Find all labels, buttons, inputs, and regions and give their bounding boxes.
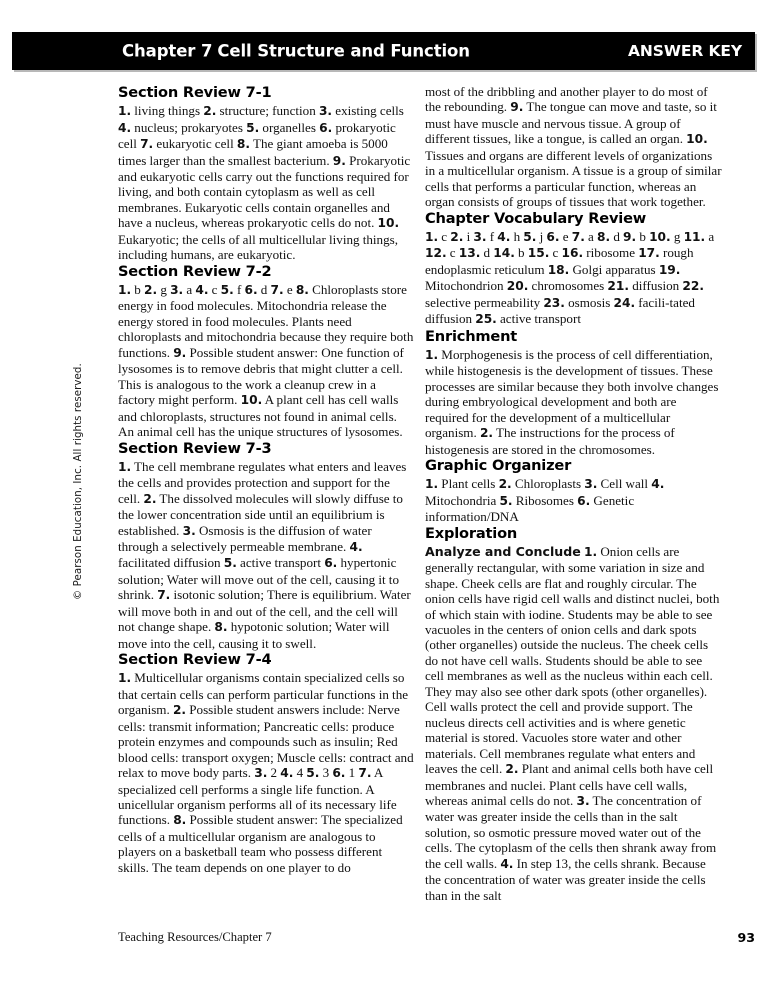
section-body-chapter-vocabulary-review: 1. c 2. i 3. f 4. h 5. j 6. e 7. a 8. d 9. b 10. g 11. a 12. c 13. d 14. b 15. c 16. ribosome 17. rough endoplasmic reticulum 18. Golgi apparatus 19. Mitochondrion 20. chromosomes 21. diffusion 22. selective permeability 23. osmosis 24. facili-tated diffusion 25. active transport: [425, 228, 715, 327]
answer-number: 1.: [425, 229, 439, 244]
answer-number: 5.: [220, 282, 234, 297]
header-chapter-number: Chapter 7: [122, 41, 213, 61]
answer-number: 10.: [240, 393, 263, 408]
answer-number: 6.: [319, 120, 333, 135]
answer-number: 4.: [118, 120, 132, 135]
answer-number: 1.: [425, 347, 439, 362]
answer-number: 17.: [638, 246, 660, 261]
answer-number: 3.: [584, 477, 598, 492]
section-heading-7-4: Section Review 7-4: [118, 651, 272, 669]
answer-number: 3.: [170, 282, 184, 297]
section-heading-enrichment: Enrichment: [425, 327, 518, 345]
answer-number: 6.: [244, 282, 258, 297]
answer-number: 20.: [506, 279, 529, 294]
answer-number: 21.: [607, 279, 630, 294]
answer-number: 3.: [182, 523, 196, 538]
answer-number: 9.: [173, 345, 187, 360]
answer-number: 18.: [547, 262, 570, 277]
answer-number: 3.: [254, 766, 268, 781]
answer-number: 1.: [118, 459, 132, 474]
answer-number: 10.: [649, 229, 671, 244]
answer-number: 5.: [499, 493, 513, 508]
answer-number: 1.: [118, 671, 132, 686]
answer-number: 3.: [318, 104, 333, 119]
answer-number: 4.: [349, 539, 363, 554]
section-heading-7-1: Section Review 7-1: [118, 84, 272, 101]
answer-number: 5.: [246, 120, 260, 135]
answer-number: 4.: [500, 856, 514, 871]
section-body-7-4: 1. Multicellular organisms contain specialized cells so that certain cells can perform particular functions in the organism. 2. Possible student answers include: Nerve cells: transmit information; Pancreatic cells: produce protein enzymes and compounds such as insulin; Red blood cells: transport oxygen; Muscle cells: contract and relax to move body parts. 3. 2 4. 4 5. 3 6. 1 7. A specialized cell performs a single life function. A unicellular organism performs all of its necessary life functions. 8. Possible student answer: The specialized cells of a multicellular organism are analogous to players on a basketball team who possess different skills. The team depends on one player to do: [118, 670, 414, 875]
answer-number: 8.: [173, 813, 187, 828]
answer-number: 2.: [450, 229, 464, 244]
answer-number: 24.: [613, 295, 636, 310]
copyright-notice: © Pearson Education, Inc. All rights reserved.: [73, 363, 84, 600]
answer-number: 4.: [651, 477, 665, 492]
answer-number: 2.: [498, 477, 512, 492]
header-chapter-title: Cell Structure and Function: [217, 41, 470, 61]
answer-number: 7.: [157, 588, 171, 603]
answer-number: 12.: [425, 246, 447, 261]
answer-number: 7.: [140, 137, 154, 152]
answer-number: 5.: [306, 766, 320, 781]
answer-number: 7.: [270, 282, 284, 297]
section-body-continued: most of the dribbling and another player to do most of the rebounding. 9. The tongue can move and taste, so it must have muscle and nervous tissue. A group of different tissues, like a tongue, is called an organ. 10. Tissues and organs are different levels of organizations in a multicellular organism. A tissue is a group of similar cells that performs a particular function, whereas an organ consists of groups of tissues that work together.: [425, 84, 722, 210]
section-body-7-2: 1. b 2. g 3. a 4. c 5. f 6. d 7. e 8. Chloroplasts store energy in food molecules. Mitochondria release the energy stored in food molecules. Plants need chloroplasts and mitochondria because they require both functions. 9. Possible student answer: One function of lysosomes is to remove debris that might clutter a cell. This is analogous to the work a cleanup crew in a factory might perform. 10. A plant cell has cell walls and chloroplasts, structures not found in animal cells. An animal cell has the unique structures of lysosomes.: [118, 281, 414, 440]
answer-number: 2.: [479, 426, 494, 441]
right-column: [425, 84, 723, 903]
header-title: [122, 42, 470, 61]
answer-number: 2.: [143, 491, 157, 506]
answer-number: 4.: [497, 229, 511, 244]
answer-number: 25.: [475, 312, 497, 327]
page-footer: [118, 930, 755, 948]
answer-number: 6.: [332, 766, 346, 781]
section-heading-chapter-vocabulary-review: Chapter Vocabulary Review: [425, 209, 647, 227]
answer-number: 14.: [493, 246, 515, 261]
section-body-7-1: 1. living things 2. structure; function 3. existing cells 4. nucleus; prokaryotes 5. organelles 6. prokaryotic cell 7. eukaryotic cell 8. The giant amoeba is 5000 times larger than the smallest bacterium. 9. Prokaryotic and eukaryotic cells carry out the functions required for living, and both contain cytoplasm as well as cell membranes. Eukaryotic cells contain organelles and have a nucleus, whereas prokaryotic cells do not. 10. Eukaryotic; the cells of all multicellular living things, including humans, are eukaryotic.: [118, 103, 411, 263]
answer-number: 23.: [543, 295, 565, 310]
answer-number: 9.: [623, 229, 637, 244]
answer-number: 1.: [425, 477, 439, 492]
section-body-exploration: Analyze and Conclude 1. Onion cells are generally rectangular, with some variation in size and shape. Cheek cells are flat and roughly circular. The onion cells have rigid cell walls and distinct nuclei, both of which stain with iodine. Students may be able to see vacuoles in the centers of onion cells and dark spots (other organelles) outside the nucleus. The cheek cells do not have cell walls. Students should be able to see cell membranes as well as the nucleus within each cell. They may also see other dark spots (other organelles). Cell walls protect the cell and provide support. The nucleus directs cell activities and is where genetic material is stored. Vacuoles store water and other materials. Cell membranes regulate what enters and leaves the cell. 2. Plant and animal cells both have cell membranes and nuclei. Plant cells have cell walls, whereas animal cells do not. 3. The concentration of water was greater inside the cells than in the salt solution, so osmotic pressure moved water out of the cells. The cytoplasm of the cells then shrank away from the cell walls. 4. In step 13, the cells shrank. Because the concentration of water was greater inside the cells than in the salt: [425, 543, 720, 903]
answer-number: 1.: [118, 104, 132, 119]
answer-number: 2.: [505, 762, 519, 777]
answer-number: 4.: [195, 282, 209, 297]
section-body-graphic-organizer: 1. Plant cells 2. Chloroplasts 3. Cell wall 4. Mitochondria 5. Ribosomes 6. Genetic information/DNA: [425, 476, 665, 525]
answer-number: 10.: [686, 132, 708, 147]
footer-source-label: Teaching Resources/Chapter 7: [118, 930, 272, 944]
answer-number: 6.: [324, 556, 338, 571]
answer-lead-in: Analyze and Conclude: [425, 543, 581, 559]
answer-number: 1.: [118, 282, 132, 297]
section-body-7-3: 1. The cell membrane regulates what enters and leaves the cells and provides protection and support for the cell. 2. The dissolved molecules will slowly diffuse to the lower concentration side until an equilibrium is established. 3. Osmosis is the diffusion of water through a selectively permeable membrane. 4. facilitated diffusion 5. active transport 6. hypertonic solution; Water will move out of the cell, causing it to shrink. 7. isotonic solution; There is equilibrium. Water will move both in and out of the cell, and the cell will not change shape. 8. hypotonic solution; Water will move into the cell, causing it to swell.: [118, 458, 411, 651]
section-heading-7-2: Section Review 7-2: [118, 262, 272, 280]
answer-number: 5.: [223, 556, 237, 571]
answer-number: 5.: [523, 229, 537, 244]
answer-number: 2.: [203, 104, 217, 119]
answer-number: 8.: [214, 620, 228, 635]
answer-number: 6.: [546, 229, 560, 244]
footer-page-number: 93: [737, 930, 755, 945]
answer-number: 2.: [172, 703, 187, 718]
answer-number: 8.: [295, 282, 309, 297]
answer-number: 22.: [682, 279, 704, 294]
answer-number: 13.: [458, 246, 481, 261]
section-body-enrichment: 1. Morphogenesis is the process of cell differentiation, while histogenesis is the development of tissues. These processes are similar because they both involve changes during embryological development and both are required for the development of a multicellular organism. 2. The instructions for the process of histogenesis are stored in the chromosomes.: [425, 346, 719, 457]
page-header-bar: [12, 32, 755, 70]
answer-number: 16.: [561, 246, 584, 261]
answer-number: 7.: [358, 766, 372, 781]
answer-number: 3.: [473, 229, 487, 244]
answer-number: 7.: [571, 229, 585, 244]
answer-number: 6.: [577, 493, 591, 508]
answer-number: 4.: [280, 766, 294, 781]
answer-number: 3.: [576, 794, 590, 808]
answer-number: 9.: [332, 153, 346, 168]
header-answer-key-label: ANSWER KEY: [628, 42, 742, 60]
section-heading-7-3: Section Review 7-3: [118, 439, 272, 457]
section-heading-exploration: Exploration: [425, 524, 518, 542]
left-column: [118, 84, 414, 875]
answer-number: 15.: [527, 246, 550, 261]
section-heading-graphic-organizer: Graphic Organizer: [425, 456, 572, 474]
answer-number: 19.: [658, 262, 681, 277]
answer-number: 11.: [683, 229, 706, 244]
answer-number: 8.: [236, 137, 251, 152]
answer-number: 1.: [584, 544, 598, 559]
answer-number: 2.: [144, 282, 158, 297]
answer-number: 9.: [510, 100, 524, 115]
answer-number: 10.: [377, 216, 400, 231]
answer-number: 8.: [597, 229, 611, 244]
